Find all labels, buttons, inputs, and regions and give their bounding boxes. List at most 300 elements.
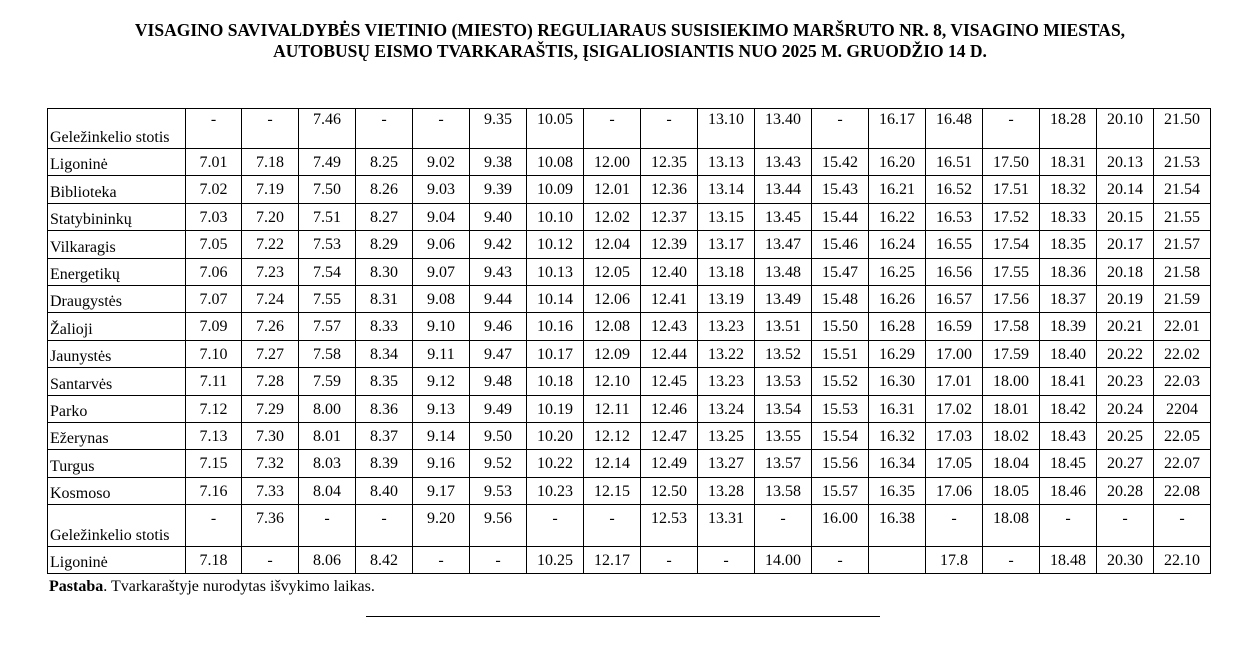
- departure-time-cell: 16.34: [869, 450, 926, 477]
- departure-time-cell: -: [983, 547, 1040, 574]
- stop-name-cell: Statybininkų: [48, 203, 186, 230]
- table-row: [48, 395, 1211, 422]
- departure-time-cell: 9.43: [470, 258, 527, 285]
- departure-time-cell: 15.56: [812, 450, 869, 477]
- departure-time-cell: 13.22: [698, 340, 755, 367]
- departure-time-cell: 10.08: [527, 149, 584, 176]
- departure-time-cell: 10.22: [527, 450, 584, 477]
- departure-time-cell: 15.47: [812, 258, 869, 285]
- departure-time-cell: 16.24: [869, 231, 926, 258]
- footnote-text: . Tvarkaraštyje nurodytas išvykimo laikas.: [103, 578, 375, 595]
- departure-time-cell: 22.05: [1154, 422, 1211, 449]
- departure-time-cell: 20.27: [1097, 450, 1154, 477]
- departure-time-cell: 17.55: [983, 258, 1040, 285]
- departure-time-cell: 18.39: [1040, 313, 1097, 340]
- departure-time-cell: 9.47: [470, 340, 527, 367]
- departure-time-cell: 13.52: [755, 340, 812, 367]
- departure-time-cell: 18.32: [1040, 176, 1097, 203]
- departure-time-cell: 9.08: [413, 285, 470, 312]
- departure-time-cell: 12.44: [641, 340, 698, 367]
- departure-time-cell: -: [527, 505, 584, 547]
- departure-time-cell: 12.35: [641, 149, 698, 176]
- departure-time-cell: 15.57: [812, 477, 869, 504]
- departure-time-cell: 9.44: [470, 285, 527, 312]
- departure-time-cell: 13.25: [698, 422, 755, 449]
- document-title: [30, 20, 1230, 62]
- departure-time-cell: 7.58: [299, 340, 356, 367]
- departure-time-cell: 14.00: [755, 547, 812, 574]
- departure-time-cell: 17.59: [983, 340, 1040, 367]
- departure-time-cell: 16.32: [869, 422, 926, 449]
- departure-time-cell: 12.01: [584, 176, 641, 203]
- departure-time-cell: 7.11: [186, 368, 242, 395]
- departure-time-cell: 22.07: [1154, 450, 1211, 477]
- stop-name-cell: Draugystės: [48, 285, 186, 312]
- departure-time-cell: 7.51: [299, 203, 356, 230]
- table-row: [48, 422, 1211, 449]
- departure-time-cell: 10.18: [527, 368, 584, 395]
- departure-time-cell: 22.02: [1154, 340, 1211, 367]
- departure-time-cell: -: [1154, 505, 1211, 547]
- departure-time-cell: 20.30: [1097, 547, 1154, 574]
- departure-time-cell: 18.01: [983, 395, 1040, 422]
- departure-time-cell: 8.26: [356, 176, 413, 203]
- departure-time-cell: -: [413, 109, 470, 149]
- stop-name-cell: Ežerynas: [48, 422, 186, 449]
- departure-time-cell: 8.40: [356, 477, 413, 504]
- departure-time-cell: 13.23: [698, 368, 755, 395]
- departure-time-cell: 7.19: [242, 176, 299, 203]
- stop-name-cell: Ligoninė: [48, 547, 186, 574]
- departure-time-cell: 13.58: [755, 477, 812, 504]
- schedule-table: [47, 108, 1211, 574]
- departure-time-cell: 9.12: [413, 368, 470, 395]
- bottom-divider: [366, 616, 880, 617]
- departure-time-cell: 9.16: [413, 450, 470, 477]
- departure-time-cell: 7.06: [186, 258, 242, 285]
- departure-time-cell: 15.51: [812, 340, 869, 367]
- departure-time-cell: 18.05: [983, 477, 1040, 504]
- departure-time-cell: 16.59: [926, 313, 983, 340]
- table-row: [48, 477, 1211, 504]
- departure-time-cell: 7.22: [242, 231, 299, 258]
- departure-time-cell: 15.44: [812, 203, 869, 230]
- departure-time-cell: 16.52: [926, 176, 983, 203]
- departure-time-cell: 12.08: [584, 313, 641, 340]
- departure-time-cell: 17.02: [926, 395, 983, 422]
- departure-time-cell: 12.39: [641, 231, 698, 258]
- stop-name-cell: Geležinkelio stotis: [48, 505, 186, 547]
- departure-time-cell: 12.04: [584, 231, 641, 258]
- departure-time-cell: 16.26: [869, 285, 926, 312]
- departure-time-cell: 9.49: [470, 395, 527, 422]
- departure-time-cell: 9.56: [470, 505, 527, 547]
- departure-time-cell: 12.09: [584, 340, 641, 367]
- departure-time-cell: 7.12: [186, 395, 242, 422]
- departure-time-cell: -: [755, 505, 812, 547]
- departure-time-cell: 21.58: [1154, 258, 1211, 285]
- departure-time-cell: 9.14: [413, 422, 470, 449]
- departure-time-cell: 7.07: [186, 285, 242, 312]
- stop-name-cell: Parko: [48, 395, 186, 422]
- departure-time-cell: -: [356, 109, 413, 149]
- footnote: [49, 578, 375, 596]
- stop-name-cell: Santarvės: [48, 368, 186, 395]
- departure-time-cell: 13.43: [755, 149, 812, 176]
- departure-time-cell: 13.54: [755, 395, 812, 422]
- departure-time-cell: 18.28: [1040, 109, 1097, 149]
- departure-time-cell: 9.20: [413, 505, 470, 547]
- departure-time-cell: 7.32: [242, 450, 299, 477]
- stop-name-cell: Žalioji: [48, 313, 186, 340]
- departure-time-cell: 20.14: [1097, 176, 1154, 203]
- departure-time-cell: 13.44: [755, 176, 812, 203]
- departure-time-cell: 18.37: [1040, 285, 1097, 312]
- departure-time-cell: -: [356, 505, 413, 547]
- departure-time-cell: 15.52: [812, 368, 869, 395]
- departure-time-cell: 7.18: [186, 547, 242, 574]
- departure-time-cell: 9.02: [413, 149, 470, 176]
- table-row: [48, 340, 1211, 367]
- departure-time-cell: -: [299, 505, 356, 547]
- departure-time-cell: 12.40: [641, 258, 698, 285]
- departure-time-cell: 7.54: [299, 258, 356, 285]
- departure-time-cell: 9.39: [470, 176, 527, 203]
- table-row: [48, 149, 1211, 176]
- departure-time-cell: 18.35: [1040, 231, 1097, 258]
- departure-time-cell: 17.58: [983, 313, 1040, 340]
- departure-time-cell: 10.14: [527, 285, 584, 312]
- departure-time-cell: 18.04: [983, 450, 1040, 477]
- departure-time-cell: 16.17: [869, 109, 926, 149]
- departure-time-cell: 7.33: [242, 477, 299, 504]
- stop-name-cell: Vilkaragis: [48, 231, 186, 258]
- departure-time-cell: 18.31: [1040, 149, 1097, 176]
- departure-time-cell: 17.01: [926, 368, 983, 395]
- departure-time-cell: -: [926, 505, 983, 547]
- departure-time-cell: 7.46: [299, 109, 356, 149]
- table-row: [48, 285, 1211, 312]
- departure-time-cell: 13.19: [698, 285, 755, 312]
- departure-time-cell: 9.17: [413, 477, 470, 504]
- departure-time-cell: 7.01: [186, 149, 242, 176]
- departure-time-cell: 10.23: [527, 477, 584, 504]
- departure-time-cell: -: [812, 547, 869, 574]
- departure-time-cell: 10.17: [527, 340, 584, 367]
- departure-time-cell: 8.30: [356, 258, 413, 285]
- departure-time-cell: 16.53: [926, 203, 983, 230]
- departure-time-cell: 18.08: [983, 505, 1040, 547]
- departure-time-cell: -: [1097, 505, 1154, 547]
- table-row: [48, 368, 1211, 395]
- departure-time-cell: 16.51: [926, 149, 983, 176]
- departure-time-cell: 13.23: [698, 313, 755, 340]
- table-row: [48, 258, 1211, 285]
- departure-time-cell: 16.22: [869, 203, 926, 230]
- departure-time-cell: 17.56: [983, 285, 1040, 312]
- departure-time-cell: 7.30: [242, 422, 299, 449]
- departure-time-cell: 22.10: [1154, 547, 1211, 574]
- departure-time-cell: 13.51: [755, 313, 812, 340]
- departure-time-cell: 7.53: [299, 231, 356, 258]
- departure-time-cell: 20.23: [1097, 368, 1154, 395]
- departure-time-cell: 12.37: [641, 203, 698, 230]
- departure-time-cell: 15.46: [812, 231, 869, 258]
- departure-time-cell: 21.55: [1154, 203, 1211, 230]
- departure-time-cell: 8.25: [356, 149, 413, 176]
- table-row: [48, 547, 1211, 574]
- departure-time-cell: 12.36: [641, 176, 698, 203]
- departure-time-cell: 21.54: [1154, 176, 1211, 203]
- departure-time-cell: 21.50: [1154, 109, 1211, 149]
- departure-time-cell: -: [242, 547, 299, 574]
- stop-name-cell: Ligoninė: [48, 149, 186, 176]
- departure-time-cell: -: [242, 109, 299, 149]
- departure-time-cell: 13.14: [698, 176, 755, 203]
- departure-time-cell: 16.48: [926, 109, 983, 149]
- departure-time-cell: 7.59: [299, 368, 356, 395]
- departure-time-cell: 13.28: [698, 477, 755, 504]
- departure-time-cell: 10.16: [527, 313, 584, 340]
- departure-time-cell: 9.04: [413, 203, 470, 230]
- departure-time-cell: 18.48: [1040, 547, 1097, 574]
- departure-time-cell: 13.24: [698, 395, 755, 422]
- departure-time-cell: 9.42: [470, 231, 527, 258]
- departure-time-cell: 18.45: [1040, 450, 1097, 477]
- departure-time-cell: 12.15: [584, 477, 641, 504]
- departure-time-cell: 15.54: [812, 422, 869, 449]
- departure-time-cell: 12.05: [584, 258, 641, 285]
- departure-time-cell: 20.19: [1097, 285, 1154, 312]
- departure-time-cell: 12.02: [584, 203, 641, 230]
- departure-time-cell: 20.10: [1097, 109, 1154, 149]
- departure-time-cell: 7.26: [242, 313, 299, 340]
- departure-time-cell: 9.46: [470, 313, 527, 340]
- departure-time-cell: 16.38: [869, 505, 926, 547]
- departure-time-cell: 10.12: [527, 231, 584, 258]
- departure-time-cell: 18.02: [983, 422, 1040, 449]
- departure-time-cell: 20.15: [1097, 203, 1154, 230]
- departure-time-cell: 15.50: [812, 313, 869, 340]
- departure-time-cell: 13.49: [755, 285, 812, 312]
- departure-time-cell: 13.40: [755, 109, 812, 149]
- departure-time-cell: 21.53: [1154, 149, 1211, 176]
- departure-time-cell: 7.55: [299, 285, 356, 312]
- departure-time-cell: 7.09: [186, 313, 242, 340]
- departure-time-cell: 8.34: [356, 340, 413, 367]
- departure-time-cell: 10.20: [527, 422, 584, 449]
- departure-time-cell: 20.28: [1097, 477, 1154, 504]
- stop-name-cell: Kosmoso: [48, 477, 186, 504]
- departure-time-cell: 18.41: [1040, 368, 1097, 395]
- departure-time-cell: 12.00: [584, 149, 641, 176]
- stop-name-cell: Jaunystės: [48, 340, 186, 367]
- departure-time-cell: 15.42: [812, 149, 869, 176]
- departure-time-cell: 15.53: [812, 395, 869, 422]
- departure-time-cell: 9.40: [470, 203, 527, 230]
- departure-time-cell: 12.10: [584, 368, 641, 395]
- departure-time-cell: 7.16: [186, 477, 242, 504]
- departure-time-cell: 12.45: [641, 368, 698, 395]
- departure-time-cell: 8.35: [356, 368, 413, 395]
- departure-time-cell: 16.56: [926, 258, 983, 285]
- departure-time-cell: 9.10: [413, 313, 470, 340]
- departure-time-cell: 7.03: [186, 203, 242, 230]
- departure-time-cell: [869, 547, 926, 574]
- departure-time-cell: 9.06: [413, 231, 470, 258]
- departure-time-cell: 8.39: [356, 450, 413, 477]
- departure-time-cell: -: [812, 109, 869, 149]
- departure-time-cell: 8.29: [356, 231, 413, 258]
- departure-time-cell: 12.46: [641, 395, 698, 422]
- departure-time-cell: 12.11: [584, 395, 641, 422]
- departure-time-cell: 8.33: [356, 313, 413, 340]
- departure-time-cell: -: [1040, 505, 1097, 547]
- departure-time-cell: -: [641, 547, 698, 574]
- departure-time-cell: 20.13: [1097, 149, 1154, 176]
- departure-time-cell: 16.00: [812, 505, 869, 547]
- departure-time-cell: 8.37: [356, 422, 413, 449]
- departure-time-cell: 20.18: [1097, 258, 1154, 285]
- departure-time-cell: 9.13: [413, 395, 470, 422]
- departure-time-cell: 20.25: [1097, 422, 1154, 449]
- departure-time-cell: 2204: [1154, 395, 1211, 422]
- departure-time-cell: 13.10: [698, 109, 755, 149]
- departure-time-cell: 9.11: [413, 340, 470, 367]
- departure-time-cell: 7.24: [242, 285, 299, 312]
- table-row: [48, 450, 1211, 477]
- departure-time-cell: 18.42: [1040, 395, 1097, 422]
- departure-time-cell: 17.03: [926, 422, 983, 449]
- departure-time-cell: 13.13: [698, 149, 755, 176]
- departure-time-cell: 7.18: [242, 149, 299, 176]
- stop-name-cell: Geležinkelio stotis: [48, 109, 186, 149]
- departure-time-cell: -: [470, 547, 527, 574]
- title-line-2: AUTOBUSŲ EISMO TVARKARAŠTIS, ĮSIGALIOSIANTIS NUO 2025 M. GRUODŽIO 14 D.: [273, 41, 987, 61]
- departure-time-cell: 8.42: [356, 547, 413, 574]
- departure-time-cell: 12.14: [584, 450, 641, 477]
- departure-time-cell: 16.31: [869, 395, 926, 422]
- departure-time-cell: 16.55: [926, 231, 983, 258]
- departure-time-cell: 17.06: [926, 477, 983, 504]
- departure-time-cell: 8.03: [299, 450, 356, 477]
- departure-time-cell: 13.18: [698, 258, 755, 285]
- table-row: [48, 231, 1211, 258]
- departure-time-cell: 18.40: [1040, 340, 1097, 367]
- departure-time-cell: 10.19: [527, 395, 584, 422]
- departure-time-cell: 8.31: [356, 285, 413, 312]
- departure-time-cell: 9.48: [470, 368, 527, 395]
- departure-time-cell: 18.00: [983, 368, 1040, 395]
- departure-time-cell: 16.21: [869, 176, 926, 203]
- departure-time-cell: 16.20: [869, 149, 926, 176]
- departure-time-cell: 12.49: [641, 450, 698, 477]
- departure-time-cell: 13.15: [698, 203, 755, 230]
- departure-time-cell: 9.38: [470, 149, 527, 176]
- table-row: [48, 203, 1211, 230]
- departure-time-cell: -: [698, 547, 755, 574]
- departure-time-cell: 7.28: [242, 368, 299, 395]
- departure-time-cell: 9.35: [470, 109, 527, 149]
- departure-time-cell: -: [186, 505, 242, 547]
- departure-time-cell: 12.12: [584, 422, 641, 449]
- departure-time-cell: 13.53: [755, 368, 812, 395]
- departure-time-cell: 8.06: [299, 547, 356, 574]
- departure-time-cell: -: [584, 109, 641, 149]
- table-row: [48, 109, 1211, 149]
- departure-time-cell: 18.36: [1040, 258, 1097, 285]
- departure-time-cell: 10.09: [527, 176, 584, 203]
- departure-time-cell: 21.57: [1154, 231, 1211, 258]
- stop-name-cell: Energetikų: [48, 258, 186, 285]
- departure-time-cell: 20.22: [1097, 340, 1154, 367]
- departure-time-cell: 16.57: [926, 285, 983, 312]
- departure-time-cell: 18.33: [1040, 203, 1097, 230]
- departure-time-cell: 10.13: [527, 258, 584, 285]
- departure-time-cell: 13.47: [755, 231, 812, 258]
- departure-time-cell: 9.52: [470, 450, 527, 477]
- departure-time-cell: 7.27: [242, 340, 299, 367]
- departure-time-cell: 22.03: [1154, 368, 1211, 395]
- departure-time-cell: 20.24: [1097, 395, 1154, 422]
- departure-time-cell: 9.50: [470, 422, 527, 449]
- departure-time-cell: -: [413, 547, 470, 574]
- departure-time-cell: 17.50: [983, 149, 1040, 176]
- departure-time-cell: 21.59: [1154, 285, 1211, 312]
- table-row: [48, 313, 1211, 340]
- departure-time-cell: 22.01: [1154, 313, 1211, 340]
- departure-time-cell: 8.04: [299, 477, 356, 504]
- departure-time-cell: 7.15: [186, 450, 242, 477]
- departure-time-cell: 17.54: [983, 231, 1040, 258]
- departure-time-cell: 9.53: [470, 477, 527, 504]
- departure-time-cell: 16.30: [869, 368, 926, 395]
- departure-time-cell: 13.27: [698, 450, 755, 477]
- departure-time-cell: 13.57: [755, 450, 812, 477]
- departure-time-cell: 7.50: [299, 176, 356, 203]
- title-line-1: VISAGINO SAVIVALDYBĖS VIETINIO (MIESTO) REGULIARAUS SUSISIEKIMO MARŠRUTO NR. 8, VISAGINO MIESTAS,: [134, 20, 1126, 40]
- departure-time-cell: 16.25: [869, 258, 926, 285]
- departure-time-cell: 12.06: [584, 285, 641, 312]
- departure-time-cell: 10.10: [527, 203, 584, 230]
- departure-time-cell: 17.52: [983, 203, 1040, 230]
- departure-time-cell: 7.10: [186, 340, 242, 367]
- departure-time-cell: 10.25: [527, 547, 584, 574]
- departure-time-cell: 15.43: [812, 176, 869, 203]
- departure-time-cell: 13.55: [755, 422, 812, 449]
- departure-time-cell: 7.23: [242, 258, 299, 285]
- departure-time-cell: 7.36: [242, 505, 299, 547]
- departure-time-cell: 9.03: [413, 176, 470, 203]
- departure-time-cell: 7.29: [242, 395, 299, 422]
- departure-time-cell: -: [584, 505, 641, 547]
- departure-time-cell: 20.21: [1097, 313, 1154, 340]
- table-row: [48, 176, 1211, 203]
- departure-time-cell: 22.08: [1154, 477, 1211, 504]
- table-row: [48, 505, 1211, 547]
- departure-time-cell: 18.46: [1040, 477, 1097, 504]
- departure-time-cell: 13.45: [755, 203, 812, 230]
- departure-time-cell: 8.00: [299, 395, 356, 422]
- departure-time-cell: 16.29: [869, 340, 926, 367]
- departure-time-cell: -: [186, 109, 242, 149]
- stop-name-cell: Biblioteka: [48, 176, 186, 203]
- departure-time-cell: 7.13: [186, 422, 242, 449]
- footnote-label: Pastaba: [49, 578, 104, 595]
- departure-time-cell: 12.47: [641, 422, 698, 449]
- departure-time-cell: 17.8: [926, 547, 983, 574]
- departure-time-cell: -: [641, 109, 698, 149]
